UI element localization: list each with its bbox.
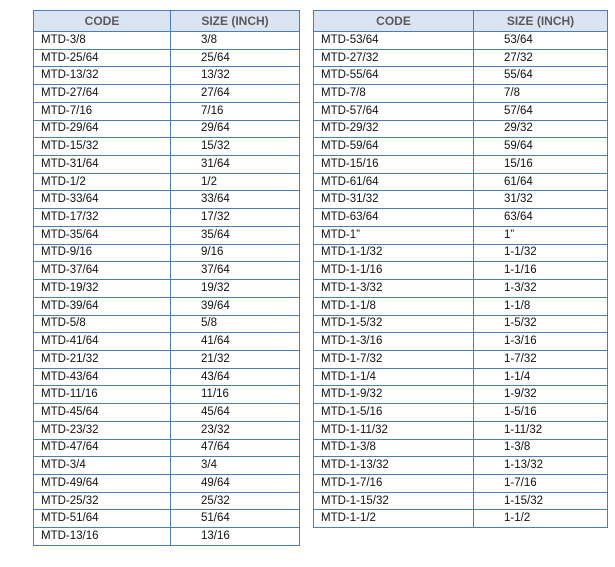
table-row	[314, 191, 608, 209]
table-row	[34, 457, 300, 475]
table-row	[314, 173, 608, 191]
size-cell: 3/4	[171, 457, 300, 475]
size-cell: 1-5/16	[474, 404, 608, 422]
table-row	[314, 32, 608, 50]
code-cell: MTD-1-13/32	[314, 457, 474, 475]
size-cell: 23/32	[171, 421, 300, 439]
size-cell: 59/64	[474, 138, 608, 156]
code-cell: MTD-1-15/32	[314, 492, 474, 510]
code-cell: MTD-1-3/16	[314, 333, 474, 351]
size-cell: 19/32	[171, 280, 300, 298]
table-row	[314, 457, 608, 475]
code-cell: MTD-15/16	[314, 156, 474, 174]
size-cell: 1”	[474, 226, 608, 244]
code-cell: MTD-1-9/32	[314, 386, 474, 404]
table-row	[34, 102, 300, 120]
code-cell: MTD-23/32	[34, 421, 171, 439]
table-row	[34, 474, 300, 492]
table-row	[314, 386, 608, 404]
table-row	[34, 173, 300, 191]
table-row	[34, 297, 300, 315]
table-row	[34, 368, 300, 386]
size-cell: 29/32	[474, 120, 608, 138]
code-cell: MTD-1-5/32	[314, 315, 474, 333]
size-cell: 1-1/4	[474, 368, 608, 386]
table-row	[34, 156, 300, 174]
table-row	[314, 120, 608, 138]
code-cell: MTD-1-11/32	[314, 421, 474, 439]
code-cell: MTD-1”	[314, 226, 474, 244]
code-cell: MTD-7/16	[34, 102, 171, 120]
code-cell: MTD-13/32	[34, 67, 171, 85]
size-cell: 47/64	[171, 439, 300, 457]
table-row	[34, 85, 300, 103]
code-cell: MTD-27/32	[314, 49, 474, 67]
table-row	[314, 315, 608, 333]
table-row	[34, 439, 300, 457]
code-cell: MTD-15/32	[34, 138, 171, 156]
table-row	[34, 350, 300, 368]
table-row	[314, 474, 608, 492]
table-row	[34, 404, 300, 422]
table-row	[34, 32, 300, 50]
code-cell: MTD-31/32	[314, 191, 474, 209]
code-cell: MTD-47/64	[34, 439, 171, 457]
size-cell: 49/64	[171, 474, 300, 492]
table-row	[34, 67, 300, 85]
table-row	[314, 492, 608, 510]
table-row	[314, 138, 608, 156]
table-row	[314, 297, 608, 315]
table-row	[34, 244, 300, 262]
code-cell: MTD-13/16	[34, 528, 171, 546]
code-cell: MTD-1-1/8	[314, 297, 474, 315]
table-row	[314, 156, 608, 174]
code-cell: MTD-35/64	[34, 226, 171, 244]
size-cell: 39/64	[171, 297, 300, 315]
table-header-row	[34, 11, 300, 32]
size-column-header: SIZE (INCH)	[474, 11, 608, 32]
size-cell: 35/64	[171, 226, 300, 244]
size-cell: 29/64	[171, 120, 300, 138]
table-row	[314, 67, 608, 85]
size-column-header: SIZE (INCH)	[171, 11, 300, 32]
size-cell: 5/8	[171, 315, 300, 333]
size-cell: 17/32	[171, 209, 300, 227]
code-cell: MTD-41/64	[34, 333, 171, 351]
size-cell: 25/32	[171, 492, 300, 510]
table-row	[34, 510, 300, 528]
size-cell: 1-3/8	[474, 439, 608, 457]
code-cell: MTD-45/64	[34, 404, 171, 422]
size-cell: 63/64	[474, 209, 608, 227]
code-column-header: CODE	[314, 11, 474, 32]
size-cell: 9/16	[171, 244, 300, 262]
size-cell: 1-11/32	[474, 421, 608, 439]
table-row	[34, 492, 300, 510]
code-cell: MTD-1-7/16	[314, 474, 474, 492]
code-cell: MTD-1-1/4	[314, 368, 474, 386]
table-row	[314, 404, 608, 422]
code-cell: MTD-3/4	[34, 457, 171, 475]
table-row	[314, 368, 608, 386]
code-cell: MTD-7/8	[314, 85, 474, 103]
size-cell: 1-15/32	[474, 492, 608, 510]
size-cell: 1-7/16	[474, 474, 608, 492]
size-cell: 1-3/16	[474, 333, 608, 351]
code-cell: MTD-29/32	[314, 120, 474, 138]
size-cell: 1-5/32	[474, 315, 608, 333]
size-table-right	[313, 10, 608, 528]
size-cell: 13/32	[171, 67, 300, 85]
table-row	[314, 226, 608, 244]
size-cell: 57/64	[474, 102, 608, 120]
size-cell: 1-7/32	[474, 350, 608, 368]
size-cell: 13/16	[171, 528, 300, 546]
table-row	[34, 226, 300, 244]
size-cell: 1-3/32	[474, 280, 608, 298]
code-cell: MTD-1-3/32	[314, 280, 474, 298]
table-row	[314, 244, 608, 262]
code-cell: MTD-29/64	[34, 120, 171, 138]
size-cell: 15/32	[171, 138, 300, 156]
table-row	[314, 85, 608, 103]
table-row	[34, 262, 300, 280]
code-cell: MTD-5/8	[34, 315, 171, 333]
table-row	[34, 120, 300, 138]
code-cell: MTD-33/64	[34, 191, 171, 209]
table-row	[314, 49, 608, 67]
code-cell: MTD-17/32	[34, 209, 171, 227]
code-cell: MTD-21/32	[34, 350, 171, 368]
code-cell: MTD-11/16	[34, 386, 171, 404]
code-cell: MTD-51/64	[34, 510, 171, 528]
size-cell: 27/64	[171, 85, 300, 103]
code-cell: MTD-1-5/16	[314, 404, 474, 422]
size-cell: 15/16	[474, 156, 608, 174]
code-cell: MTD-57/64	[314, 102, 474, 120]
size-cell: 25/64	[171, 49, 300, 67]
table-row	[314, 421, 608, 439]
code-cell: MTD-59/64	[314, 138, 474, 156]
table-row	[34, 315, 300, 333]
size-cell: 61/64	[474, 173, 608, 191]
size-cell: 55/64	[474, 67, 608, 85]
code-cell: MTD-27/64	[34, 85, 171, 103]
table-header-row	[314, 11, 608, 32]
size-cell: 1-1/32	[474, 244, 608, 262]
size-cell: 45/64	[171, 404, 300, 422]
code-cell: MTD-9/16	[34, 244, 171, 262]
code-cell: MTD-1-1/2	[314, 510, 474, 528]
table-row	[34, 421, 300, 439]
table-row	[34, 138, 300, 156]
code-cell: MTD-1-1/32	[314, 244, 474, 262]
table-row	[314, 102, 608, 120]
size-cell: 1-13/32	[474, 457, 608, 475]
size-table-left	[33, 10, 300, 546]
size-cell: 11/16	[171, 386, 300, 404]
code-cell: MTD-55/64	[314, 67, 474, 85]
size-cell: 43/64	[171, 368, 300, 386]
code-cell: MTD-43/64	[34, 368, 171, 386]
code-cell: MTD-1-7/32	[314, 350, 474, 368]
table-row	[314, 280, 608, 298]
size-cell: 31/32	[474, 191, 608, 209]
table-row	[314, 350, 608, 368]
code-cell: MTD-19/32	[34, 280, 171, 298]
code-cell: MTD-1/2	[34, 173, 171, 191]
code-column-header: CODE	[34, 11, 171, 32]
table-row	[314, 262, 608, 280]
size-cell: 7/16	[171, 102, 300, 120]
code-cell: MTD-61/64	[314, 173, 474, 191]
code-cell: MTD-3/8	[34, 32, 171, 50]
size-cell: 1-9/32	[474, 386, 608, 404]
table-row	[34, 191, 300, 209]
size-cell: 33/64	[171, 191, 300, 209]
code-cell: MTD-31/64	[34, 156, 171, 174]
table-row	[34, 209, 300, 227]
size-cell: 1-1/2	[474, 510, 608, 528]
size-cell: 21/32	[171, 350, 300, 368]
code-cell: MTD-1-3/8	[314, 439, 474, 457]
code-cell: MTD-39/64	[34, 297, 171, 315]
table-row	[34, 386, 300, 404]
size-cell: 31/64	[171, 156, 300, 174]
code-cell: MTD-49/64	[34, 474, 171, 492]
table-row	[34, 280, 300, 298]
code-cell: MTD-37/64	[34, 262, 171, 280]
size-cell: 1/2	[171, 173, 300, 191]
table-row	[314, 510, 608, 528]
size-cell: 1-1/8	[474, 297, 608, 315]
table-row	[34, 528, 300, 546]
table-row	[34, 49, 300, 67]
size-cell: 27/32	[474, 49, 608, 67]
table-row	[314, 333, 608, 351]
size-cell: 37/64	[171, 262, 300, 280]
size-cell: 41/64	[171, 333, 300, 351]
size-cell: 7/8	[474, 85, 608, 103]
code-cell: MTD-53/64	[314, 32, 474, 50]
size-cell: 1-1/16	[474, 262, 608, 280]
table-row	[314, 439, 608, 457]
table-row	[314, 209, 608, 227]
code-cell: MTD-1-1/16	[314, 262, 474, 280]
table-row	[34, 333, 300, 351]
size-cell: 3/8	[171, 32, 300, 50]
code-cell: MTD-25/32	[34, 492, 171, 510]
code-cell: MTD-25/64	[34, 49, 171, 67]
code-cell: MTD-63/64	[314, 209, 474, 227]
size-cell: 51/64	[171, 510, 300, 528]
size-cell: 53/64	[474, 32, 608, 50]
